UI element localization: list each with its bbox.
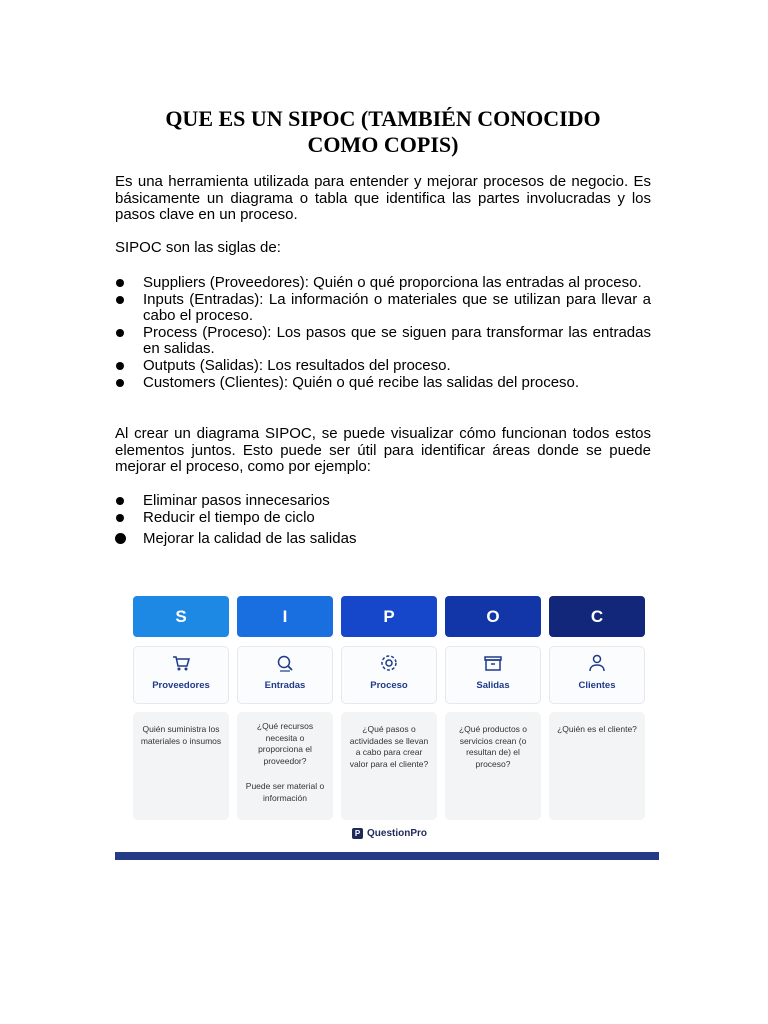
intro-paragraph: Es una herramienta utilizada para entender y mejorar procesos de negocio. Es básicamente un diagrama o tabla que identifica las partes involucradas y los pasos clave en un proceso. <box>115 173 651 224</box>
list-item: Suppliers (Proveedores): Quién o qué proporciona las entradas al proceso. <box>115 275 651 292</box>
card-label: Entradas <box>264 680 306 691</box>
bottom-bar <box>115 852 659 860</box>
box-icon <box>483 653 503 673</box>
desc-proveedores: Quién suministra los materiales o insumos <box>133 712 229 820</box>
bullet-icon <box>116 379 124 387</box>
card-proceso <box>341 646 437 704</box>
siglas-intro: SIPOC son las siglas de: <box>115 239 281 256</box>
title-line-1: QUE ES UN SIPOC (TAMBIÉN CONOCIDO <box>165 106 601 131</box>
header-i: I <box>237 596 333 637</box>
bullet-icon <box>116 514 124 522</box>
card-label: Proveedores <box>152 680 210 691</box>
bullet-icon <box>116 296 124 304</box>
brand-name: QuestionPro <box>367 828 428 839</box>
header-p: P <box>341 596 437 637</box>
card-label: Clientes <box>578 680 616 691</box>
list-item: Inputs (Entradas): La información o materiales que se utilizan para llevar a cabo el proceso. <box>115 292 651 325</box>
title-line-2: COMO COPIS) <box>307 132 459 157</box>
header-c: C <box>549 596 645 637</box>
card-label: Proceso <box>370 680 408 691</box>
siglas-list <box>115 275 651 391</box>
card-clientes <box>549 646 645 704</box>
header-s: S <box>133 596 229 637</box>
brand-logo <box>352 828 427 839</box>
cart-icon <box>171 653 191 673</box>
diagram-paragraph: Al crear un diagrama SIPOC, se puede visualizar cómo funcionan todos estos elementos juntos. Esto puede ser útil para identificar áreas donde se puede mejorar el proceso, como por ejemplo: <box>115 425 651 476</box>
desc-proceso: ¿Qué pasos o actividades se llevan a cabo para crear valor para el cliente? <box>341 712 437 820</box>
list-item: Mejorar la calidad de las salidas <box>115 531 651 548</box>
benefits-list <box>115 493 651 548</box>
desc-entradas: ¿Qué recursos necesita o proporciona el proveedor? Puede ser material o información <box>237 712 333 820</box>
desc-salidas: ¿Qué productos o servicios crean (o resultan de) el proceso? <box>445 712 541 820</box>
brand-icon: P <box>352 828 363 839</box>
bullet-icon <box>116 362 124 370</box>
document-title <box>115 106 651 158</box>
list-item: Eliminar pasos innecesarios <box>115 493 651 510</box>
customer-icon <box>587 653 607 673</box>
desc-clientes: ¿Quién es el cliente? <box>549 712 645 820</box>
card-entradas <box>237 646 333 704</box>
card-salidas <box>445 646 541 704</box>
header-o: O <box>445 596 541 637</box>
list-item: Reducir el tiempo de ciclo <box>115 510 651 527</box>
bullet-icon <box>116 497 124 505</box>
bullet-icon <box>116 279 124 287</box>
card-proveedores <box>133 646 229 704</box>
list-item: Process (Proceso): Los pasos que se siguen para transformar las entradas en salidas. <box>115 325 651 358</box>
gear-icon <box>379 653 399 673</box>
magnifier-icon <box>275 653 295 673</box>
card-label: Salidas <box>476 680 510 691</box>
list-item: Outputs (Salidas): Los resultados del proceso. <box>115 358 651 375</box>
list-item: Customers (Clientes): Quién o qué recibe las salidas del proceso. <box>115 375 651 392</box>
bullet-icon <box>115 533 126 544</box>
sipoc-diagram <box>115 584 659 860</box>
bullet-icon <box>116 329 124 337</box>
